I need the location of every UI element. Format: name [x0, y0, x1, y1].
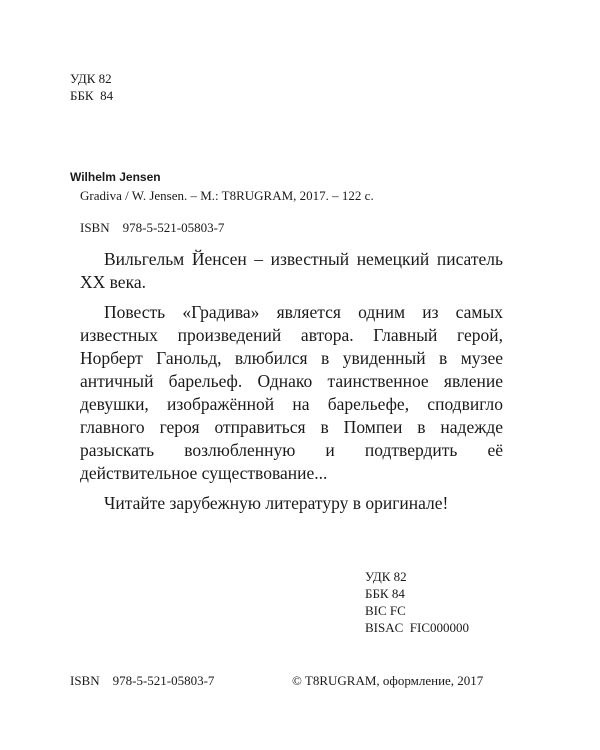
- bisac-code: BISAC FIC000000: [365, 620, 470, 635]
- isbn-top: ISBN 978-5-521-05803-7: [80, 220, 225, 235]
- bic-code: BIC FC: [365, 603, 406, 618]
- header-codes: [70, 70, 113, 104]
- isbn-bottom: ISBN 978-5-521-05803-7: [70, 673, 215, 688]
- bibliographic-record: Gradiva / W. Jensen. – M.: T8RUGRAM, 2017. – 122 с.: [80, 188, 374, 203]
- classification-codes: [365, 568, 469, 636]
- annotation-paragraph-story: Повесть «Градива» является одним из самых известных произведений автора. Главный герой, Норберт Ганольд, влюбился в увиденный в музее античный барельеф. Однако таинственное явление девушки, изображённой на барельефе, сподвигло главного героя отправиться в Помпеи в надежде разыскать возлюбленную и подтвердить её действительное существование...: [80, 302, 503, 483]
- bbk-code: ББК 84: [365, 586, 405, 601]
- udk-code: УДК 82: [365, 569, 407, 584]
- copyright-notice: © T8RUGRAM, оформление, 2017: [292, 673, 484, 688]
- udk-code: УДК 82: [70, 71, 112, 86]
- bbk-code: ББК 84: [70, 88, 114, 103]
- annotation-paragraph-call: Читайте зарубежную литературу в оригинале!: [104, 493, 449, 513]
- annotation-paragraph-author: Вильгельм Йенсен – известный немецкий писатель XX века.: [80, 249, 503, 292]
- annotation: [80, 248, 503, 515]
- author-name: Wilhelm Jensen: [70, 170, 161, 184]
